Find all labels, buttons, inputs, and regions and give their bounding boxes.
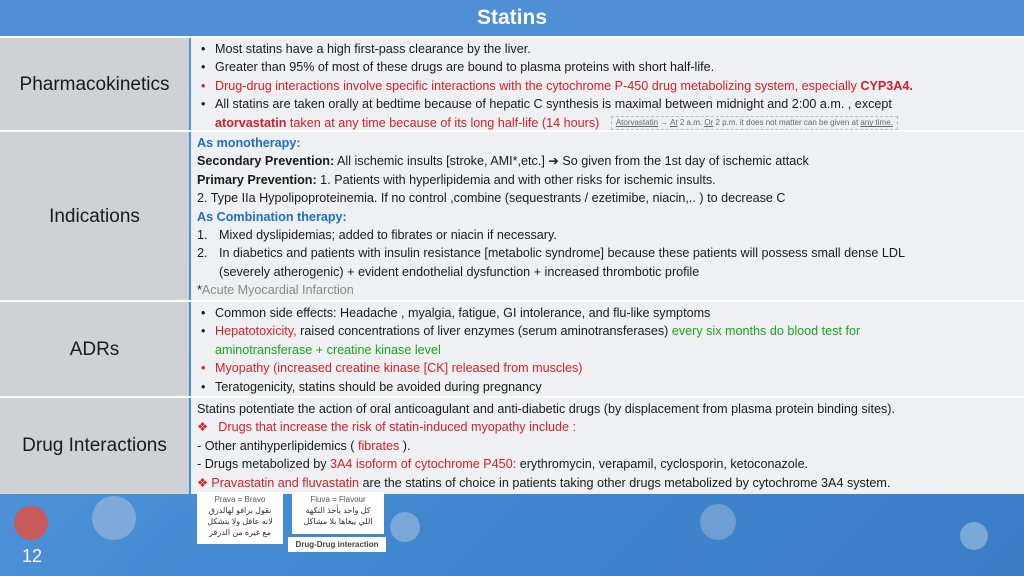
ind-combination-heading: As Combination therapy: [197, 209, 347, 224]
ind-pp-label: Primary Prevention: [197, 172, 317, 187]
di-prava-fluva: Pravastatin and fluvastatin [211, 475, 360, 490]
row-label-pharmacokinetics: Pharmacokinetics [0, 38, 189, 132]
di-line-2 [197, 418, 1018, 436]
di-line-3-a: - Other antihyperlipidemics ( [197, 438, 358, 453]
fluva-callout-line-2: اللي يبغاها بلا مشاكل [303, 517, 373, 526]
pk-note-a: Atorvastatin [615, 118, 659, 128]
adr-bullet-2-green: every six months do blood test for [671, 324, 861, 339]
ind-primary-prevention-2: 2. Type IIa Hypolipoproteinemia. If no control ,combine (sequestrants / ezetimibe, niacin,.. ) to decrease C [197, 191, 786, 206]
row-pharmacokinetics [0, 36, 1024, 132]
prava-callout-line-3: مع غيره من الدرقز [209, 528, 271, 537]
ind-c2-num: 2. [197, 246, 208, 261]
pk-bullet-3-text: Drug-drug interactions involve specific interactions with the cytochrome P-450 drug metabolizing system, especially [215, 78, 861, 93]
ind-pp-text: 1. Patients with hyperlipidemia and with other risks for ischemic insults. [316, 172, 716, 187]
ind-footnote [197, 281, 1018, 299]
ind-combination-2-cont: (severely atherogenic) + evident endothelial dysfunction + increased thrombotic profile [219, 264, 700, 279]
row-label-drug-interactions: Drug Interactions [0, 398, 189, 494]
prava-callout-line-1: نقول برافو لهالدرق [208, 506, 272, 515]
ind-monotherapy-heading: As monotherapy: [197, 136, 301, 150]
row-content-adrs [191, 302, 1024, 398]
bottom-decoration [0, 492, 1024, 576]
prava-callout-title: Prava = Bravo [214, 495, 266, 504]
diamond-bullet-icon: ❖ [197, 420, 209, 435]
pk-note-g: any time. [860, 118, 893, 128]
ind-c1-text: Mixed dyslipidemias; added to fibrates or niacin if necessary. [219, 228, 557, 243]
diamond-bullet-icon: ❖ [197, 475, 209, 490]
fluva-callout-title: Fluva = Flavour [310, 495, 366, 504]
di-fibrates: fibrates [357, 438, 400, 453]
ind-combination-1 [197, 226, 1018, 244]
ind-combination-2 [197, 244, 1018, 262]
adr-bullet-1: • Common side effects: Headache , myalgia, fatigue, GI intolerance, and flu-like symptoms [197, 304, 1018, 322]
di-line-3-b: ). [399, 438, 411, 453]
ind-c1-num: 1. [197, 228, 208, 243]
ind-sp-label: Secondary Prevention: [197, 154, 335, 169]
prava-callout-line-2: لانه عاقل ولا يتشكل [207, 517, 273, 526]
pk-note-c: At [670, 118, 678, 128]
adr-hepatotoxicity: Hepatotoxicity, [215, 324, 297, 339]
pk-note-box [611, 116, 898, 130]
row-drug-interactions [0, 396, 1024, 494]
decor-circle-icon [14, 506, 48, 540]
adr-bullet-2-text: raised concentrations of liver enzymes (serum aminotransferases) [296, 324, 672, 339]
ind-primary-prevention [197, 171, 1018, 189]
page-number: 12 [22, 546, 43, 566]
di-line-2-text: Drugs that increase the risk of statin-induced myopathy include : [218, 420, 577, 435]
pk-note-f: 2 p.m. it does not matter can be given at [713, 118, 861, 128]
di-line-4-b: erythromycin, verapamil, cyclosporin, ketoconazole. [516, 457, 809, 472]
pk-note-e: Or [704, 118, 714, 128]
row-label-indications: Indications [0, 132, 189, 302]
row-content-drug-interactions [191, 398, 1024, 494]
pk-atorvastatin: atorvastatin [215, 115, 287, 130]
row-content-indications [191, 132, 1024, 302]
di-line-1: Statins potentiate the action of oral anticoagulant and anti-diabetic drugs (by displacement from plasma protein binding sites). [197, 402, 895, 416]
di-line-3 [197, 437, 1018, 455]
ddi-callout: Drug-Drug interaction [288, 537, 386, 552]
row-adrs [0, 300, 1024, 398]
ind-sp-text: All ischemic insults [stroke, AMI*,etc.] ➔ So given from the 1st day of ischemic attack [334, 154, 809, 169]
ind-c2-text: In diabetics and patients with insulin resistance [metabolic syndrome] because these patients will possess small dense LDL [219, 246, 906, 261]
di-line-4 [197, 455, 1018, 473]
adr-bullet-2 [197, 322, 1018, 340]
row-label-adrs: ADRs [0, 302, 189, 398]
pk-note-d: 2 a.m. [677, 118, 705, 128]
di-line-5 [197, 474, 1018, 492]
statins-table [0, 36, 1024, 492]
row-indications [0, 130, 1024, 302]
decor-circle-icon [92, 496, 136, 540]
decor-circle-icon [390, 512, 420, 542]
di-line-4-a: - Drugs metabolized by [197, 457, 330, 472]
ind-secondary-prevention [197, 152, 1018, 170]
di-line-5-b: are the statins of choice in patients taking other drugs metabolized by cytochrome 3A4 system. [359, 475, 891, 490]
slide-title: Statins [0, 0, 1024, 36]
adr-bullet-2-cont: aminotransferase + creatine kinase level [215, 342, 441, 357]
ind-footnote-star: * [197, 283, 202, 298]
pk-atorvastatin-text: taken at any time because of its long half-life (14 hours) [286, 115, 600, 130]
row-content-pharmacokinetics [191, 38, 1024, 132]
fluva-callout [292, 492, 384, 534]
ind-footnote-text: Acute Myocardial Infarction [201, 283, 354, 298]
decor-circle-icon [700, 504, 736, 540]
pk-bullet-4: • All statins are taken orally at bedtime because of hepatic C synthesis is maximal between midnight and 2:00 a.m. , except [197, 95, 1018, 113]
adr-bullet-3: • Myopathy (increased creatine kinase [CK] released from muscles) [197, 359, 1018, 377]
pk-bullet-1: • Most statins have a high first-pass clearance by the liver. [197, 40, 1018, 58]
adr-bullet-4: • Teratogenicity, statins should be avoided during pregnancy [197, 378, 1018, 396]
pk-bullet-3-bold: CYP3A4. [860, 78, 913, 93]
decor-circle-icon [960, 522, 988, 550]
fluva-callout-line-1: كل واحد يأخذ النكهة [305, 506, 371, 515]
pk-bullet-2: • Greater than 95% of most of these drugs are bound to plasma proteins with short half-life. [197, 58, 1018, 76]
prava-callout [197, 492, 283, 544]
pk-note-b: → [658, 118, 671, 128]
di-cyp-isoform: 3A4 isoform of cytochrome P450: [330, 457, 517, 472]
pk-bullet-3 [197, 77, 1018, 95]
